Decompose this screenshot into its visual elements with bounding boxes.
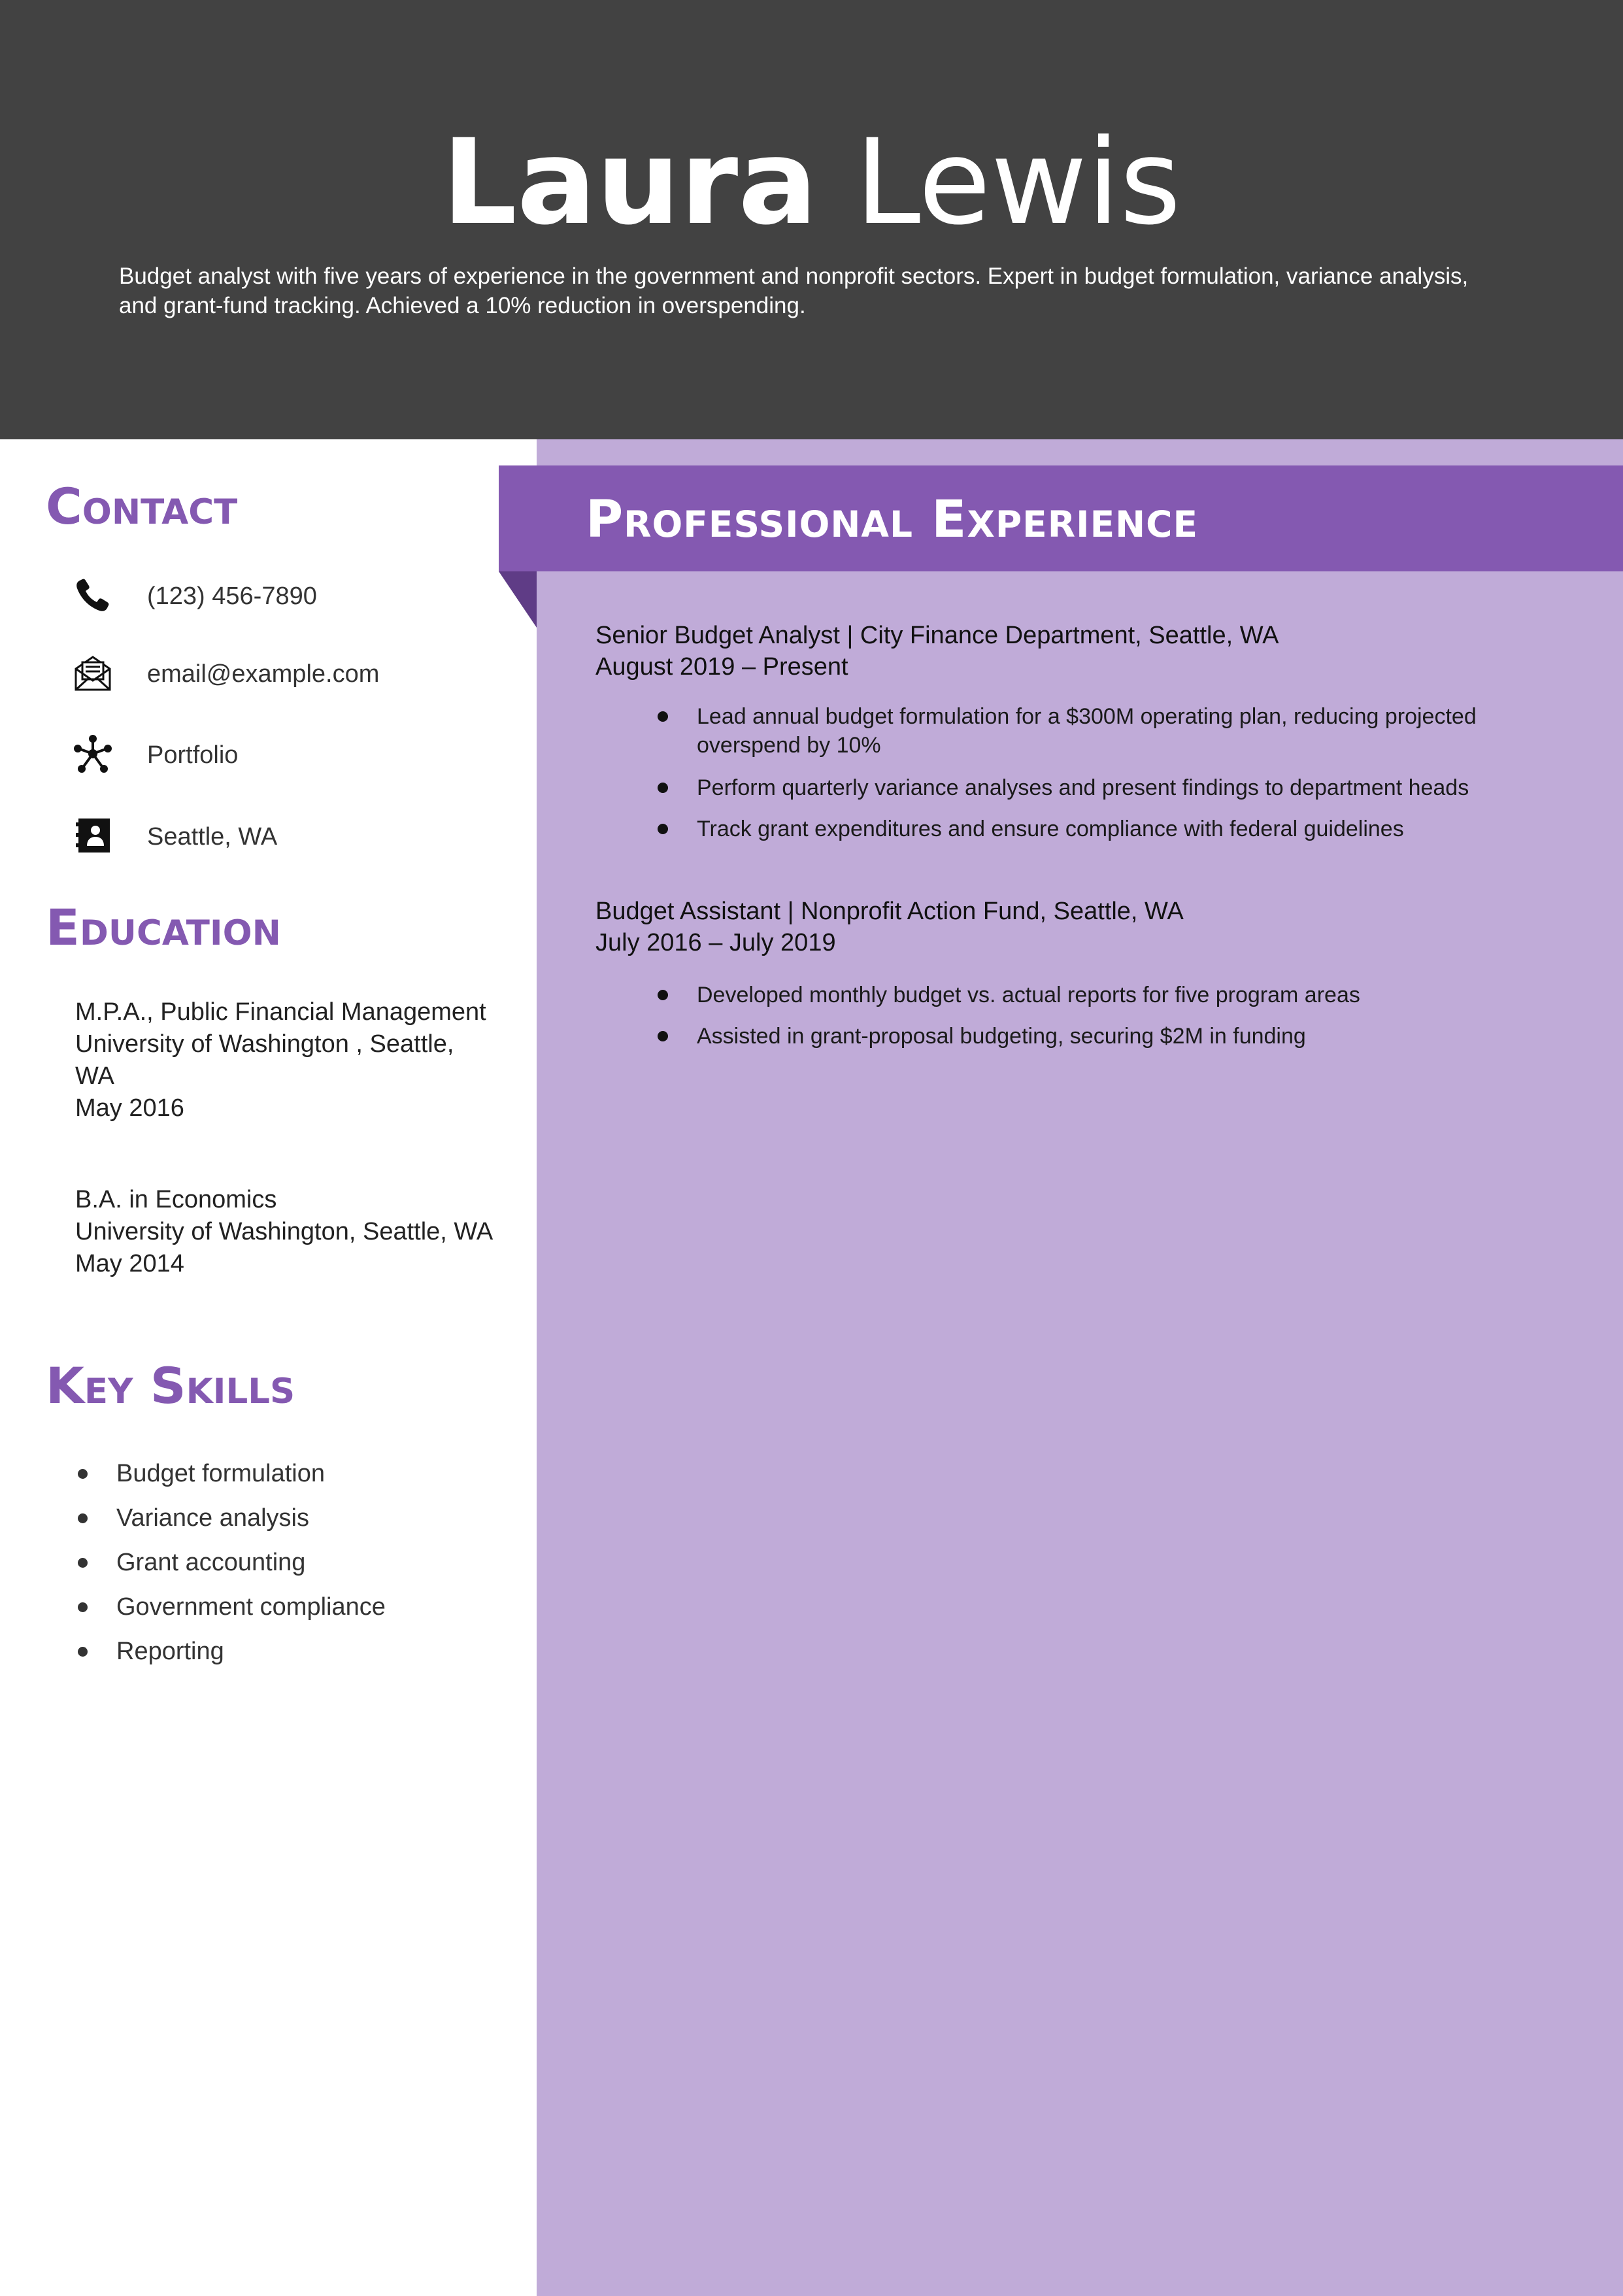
graduation-date: May 2014 (75, 1250, 184, 1277)
location: Seattle, WA (147, 823, 278, 851)
contact-phone (73, 572, 518, 618)
skills-list (0, 1451, 386, 1674)
skill-item: Budget formulation (0, 1451, 386, 1496)
network-icon (73, 734, 112, 773)
portfolio-link[interactable]: Portfolio (147, 741, 239, 769)
job-title: Budget Assistant | Nonprofit Action Fund, Seattle, WA (595, 898, 1184, 925)
envelope-icon (73, 653, 112, 692)
job-bullet: Assisted in grant-proposal budgeting, securing $2M in funding (595, 1022, 1576, 1051)
education-entry (75, 1184, 494, 1280)
contact-portfolio (73, 731, 518, 777)
job-dates: August 2019 – Present (595, 653, 848, 681)
contact-email (73, 650, 518, 696)
phone-number[interactable]: (123) 456-7890 (147, 582, 317, 610)
degree: M.P.A., Public Financial Management (75, 998, 486, 1026)
skill-item: Grant accounting (0, 1540, 386, 1585)
job-bullet: Perform quarterly variance analyses and present findings to department heads (595, 773, 1576, 802)
education-heading: Education (46, 898, 282, 956)
degree: B.A. in Economics (75, 1186, 277, 1213)
first-name: Laura (442, 114, 818, 251)
job-entry (595, 620, 1576, 843)
skill-item: Government compliance (0, 1585, 386, 1629)
job-bullets (595, 702, 1576, 843)
phone-icon (73, 575, 112, 615)
school: University of Washington, Seattle, WA (75, 1218, 494, 1245)
skills-heading: Key Skills (46, 1357, 295, 1415)
job-bullet: Developed monthly budget vs. actual reports for five program areas (595, 981, 1576, 1009)
address-book-icon (73, 816, 112, 855)
job-bullets (595, 981, 1576, 1051)
contact-heading: Contact (46, 477, 238, 535)
job-title: Senior Budget Analyst | City Finance Department, Seattle, WA (595, 622, 1279, 649)
experience-heading: Professional Experience (586, 490, 1199, 549)
resume-header (0, 0, 1623, 439)
job-bullet: Lead annual budget formulation for a $300M operating plan, reducing projected overspend by 10% (595, 702, 1576, 760)
skill-item: Reporting (0, 1629, 386, 1674)
job-entry (595, 896, 1576, 1051)
school: University of Washington , Seattle, WA (75, 1030, 454, 1090)
last-name: Lewis (854, 114, 1181, 251)
skill-item: Variance analysis (0, 1496, 386, 1540)
professional-summary: Budget analyst with five years of experience in the government and nonprofit sectors. Expert in budget formulation, variance analysis, and grant-fund tracking. Achieved a 10% reduction in overspending. (119, 263, 1469, 318)
graduation-date: May 2016 (75, 1094, 184, 1122)
email-address[interactable]: email@example.com (147, 660, 380, 688)
contact-location (73, 813, 518, 858)
job-bullet: Track grant expenditures and ensure compliance with federal guidelines (595, 815, 1576, 843)
candidate-name (0, 111, 1623, 255)
job-dates: July 2016 – July 2019 (595, 929, 836, 956)
education-entry (75, 996, 494, 1124)
